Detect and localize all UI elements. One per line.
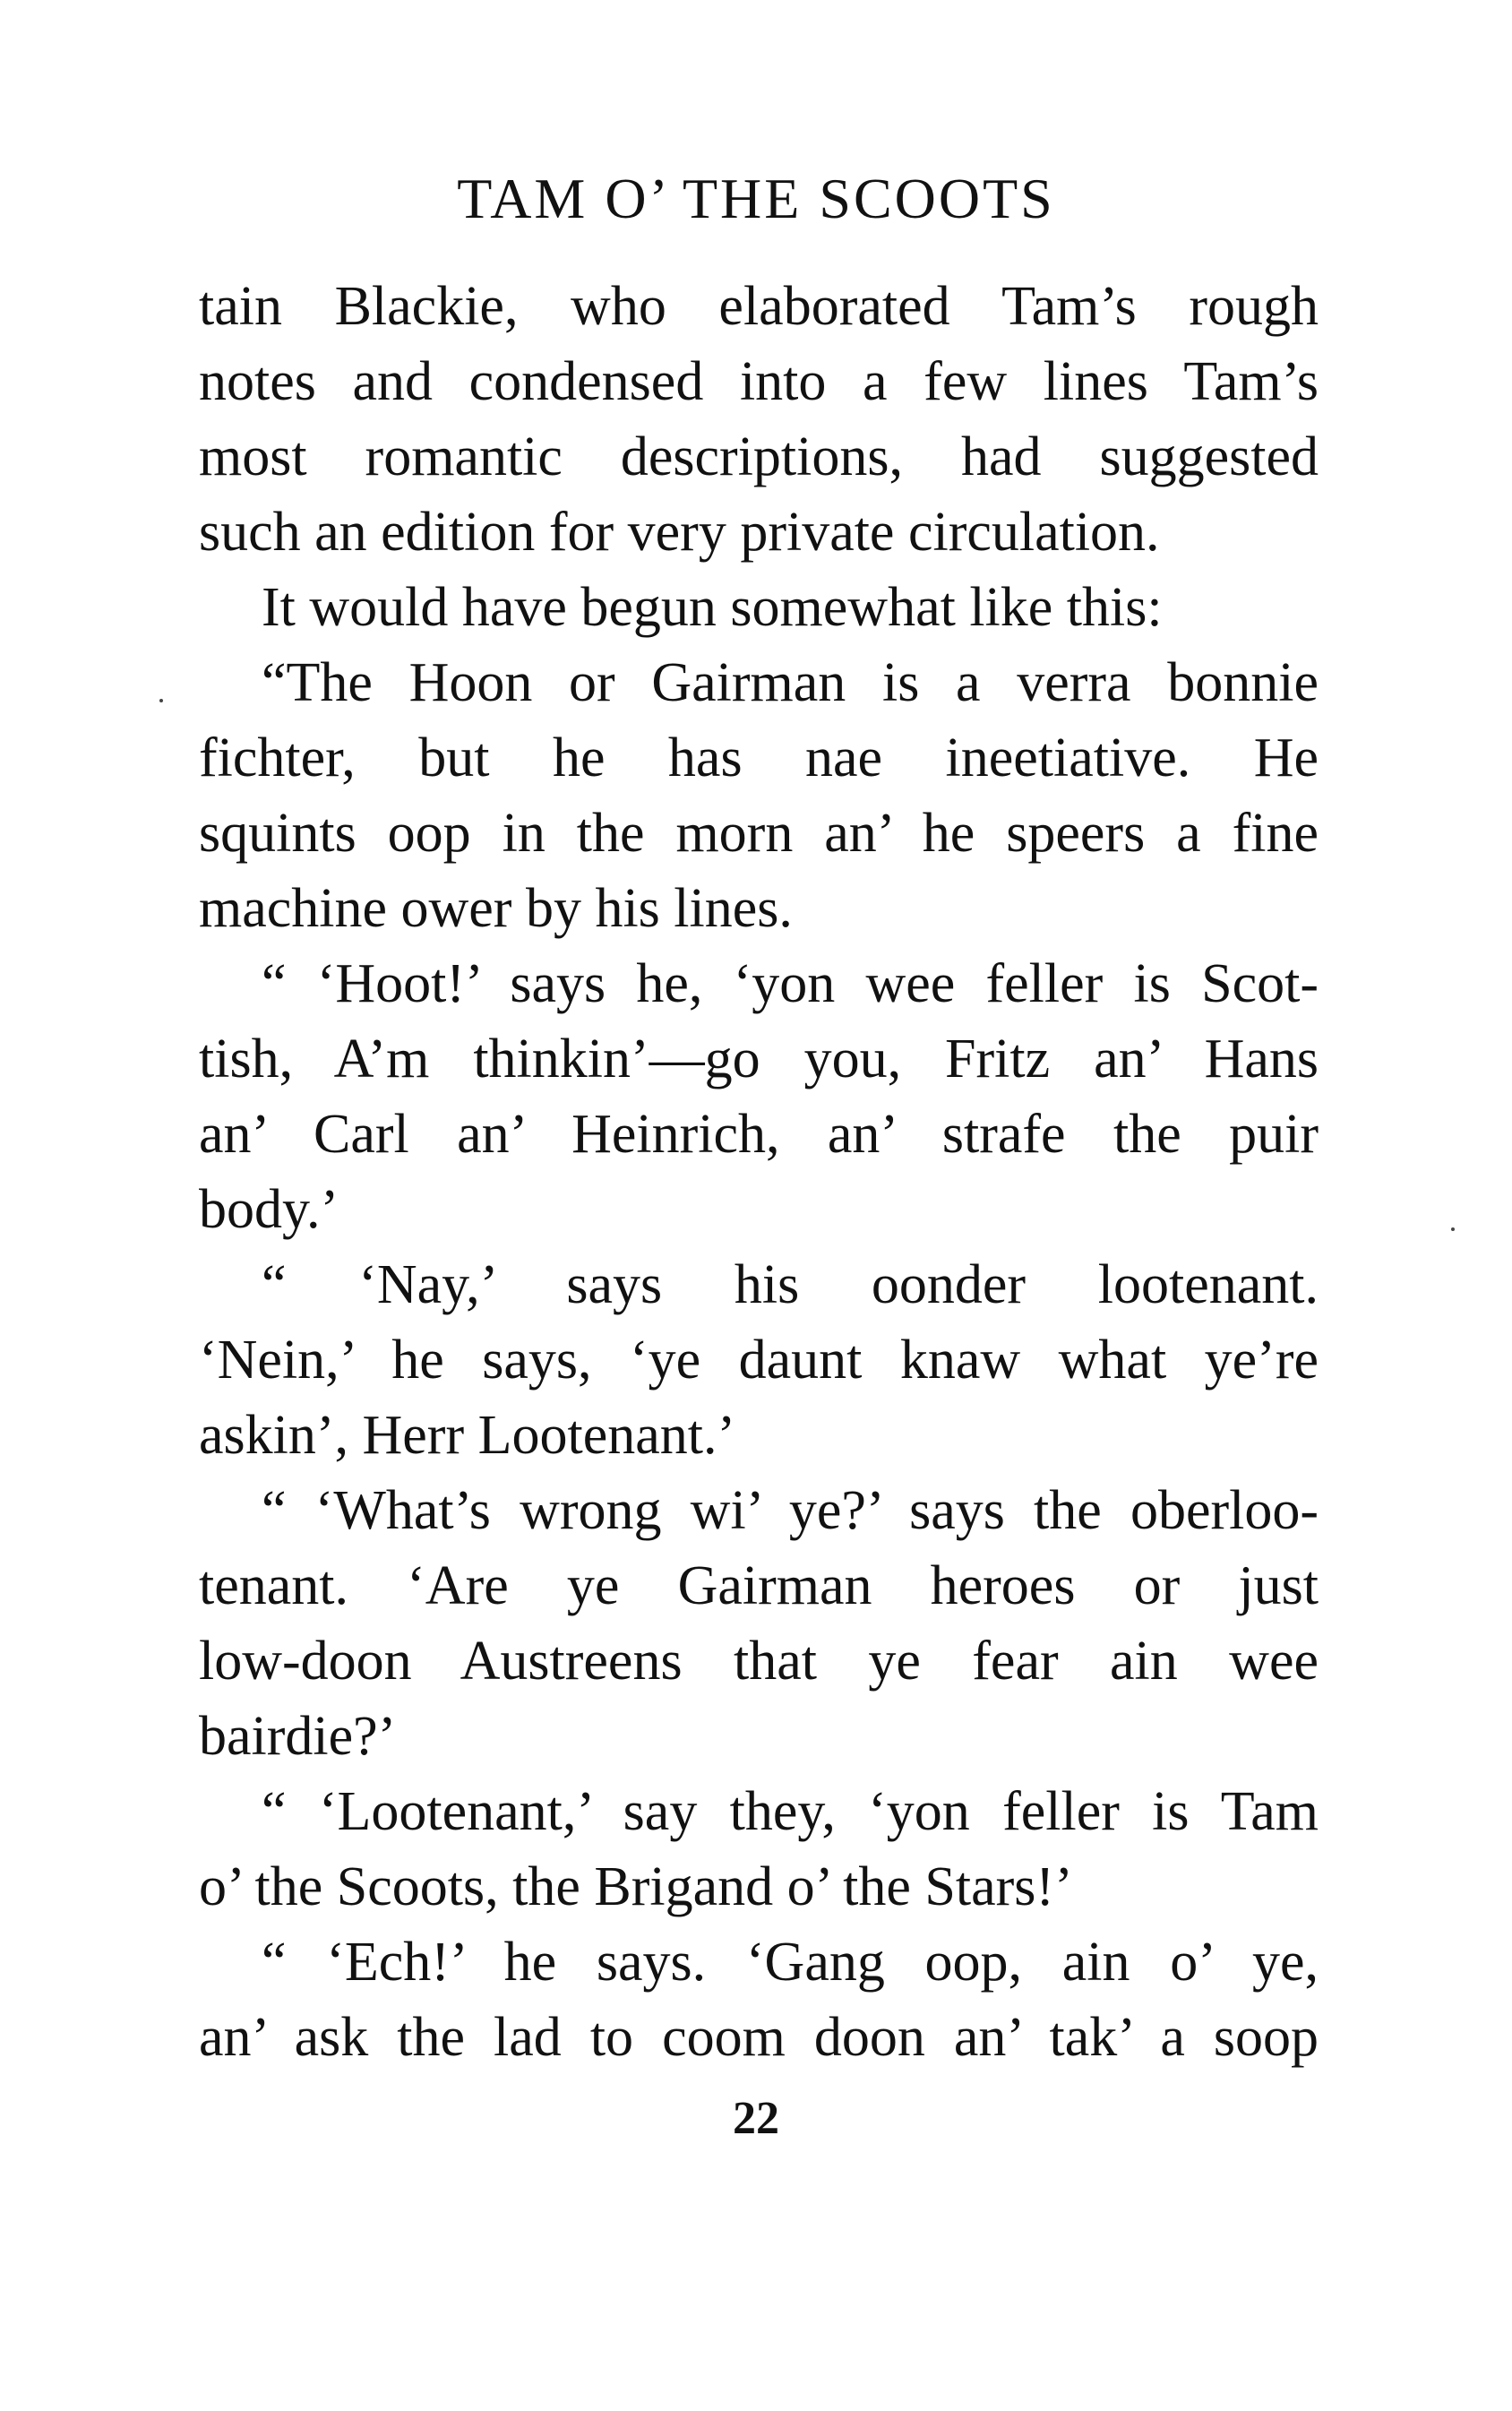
page-number: 22 bbox=[733, 2093, 779, 2144]
text-line: It would have begun somewhat like this: bbox=[262, 577, 1163, 638]
scan-speck bbox=[1451, 1227, 1455, 1231]
text-line: an’ ask the lad to coom doon an’ tak’ a soop bbox=[199, 2007, 1319, 2068]
text-line: body.’ bbox=[199, 1179, 339, 1240]
text-line: low-doon Austreens that ye fear ain wee bbox=[199, 1631, 1319, 1692]
text-line: an’ Carl an’ Heinrich, an’ strafe the puir bbox=[199, 1104, 1319, 1165]
text-line: notes and condensed into a few lines Tam’s bbox=[199, 351, 1319, 412]
text-line: “ ‘Lootenant,’ say they, ‘yon feller is Tam bbox=[262, 1781, 1319, 1842]
text-line: such an edition for very private circulation. bbox=[199, 502, 1160, 563]
text-line: “ ‘What’s wrong wi’ ye?’ says the oberloo- bbox=[262, 1480, 1319, 1541]
text-line: “ ‘Ech!’ he says. ‘Gang oop, ain o’ ye, bbox=[262, 1932, 1319, 1993]
text-line: o’ the Scoots, the Brigand o’ the Stars!’ bbox=[199, 1856, 1073, 1917]
text-line: tain Blackie, who elaborated Tam’s rough bbox=[199, 276, 1319, 337]
text-line: machine ower by his lines. bbox=[199, 878, 793, 939]
text-line: most romantic descriptions, had suggested bbox=[199, 426, 1319, 487]
scan-speck bbox=[159, 699, 163, 702]
text-line: squints oop in the morn an’ he speers a fine bbox=[199, 803, 1319, 864]
body-text bbox=[199, 269, 1319, 2075]
text-line: ‘Nein,’ he says, ‘ye daunt knaw what ye’re bbox=[199, 1330, 1319, 1391]
text-line: fichter, but he has nae ineetiative. He bbox=[199, 728, 1319, 788]
text-line: “The Hoon or Gairman is a verra bonnie bbox=[262, 652, 1319, 713]
text-line: tish, A’m thinkin’—go you, Fritz an’ Hans bbox=[199, 1029, 1319, 1089]
text-line: bairdie?’ bbox=[199, 1706, 397, 1767]
text-line: “ ‘Hoot!’ says he, ‘yon wee feller is Scot- bbox=[262, 953, 1319, 1014]
text-line: askin’, Herr Lootenant.’ bbox=[199, 1405, 736, 1466]
running-head: TAM O’ THE SCOOTS bbox=[457, 167, 1055, 230]
text-line: “ ‘Nay,’ says his oonder lootenant. bbox=[262, 1254, 1319, 1315]
text-line: tenant. ‘Are ye Gairman heroes or just bbox=[199, 1555, 1319, 1616]
